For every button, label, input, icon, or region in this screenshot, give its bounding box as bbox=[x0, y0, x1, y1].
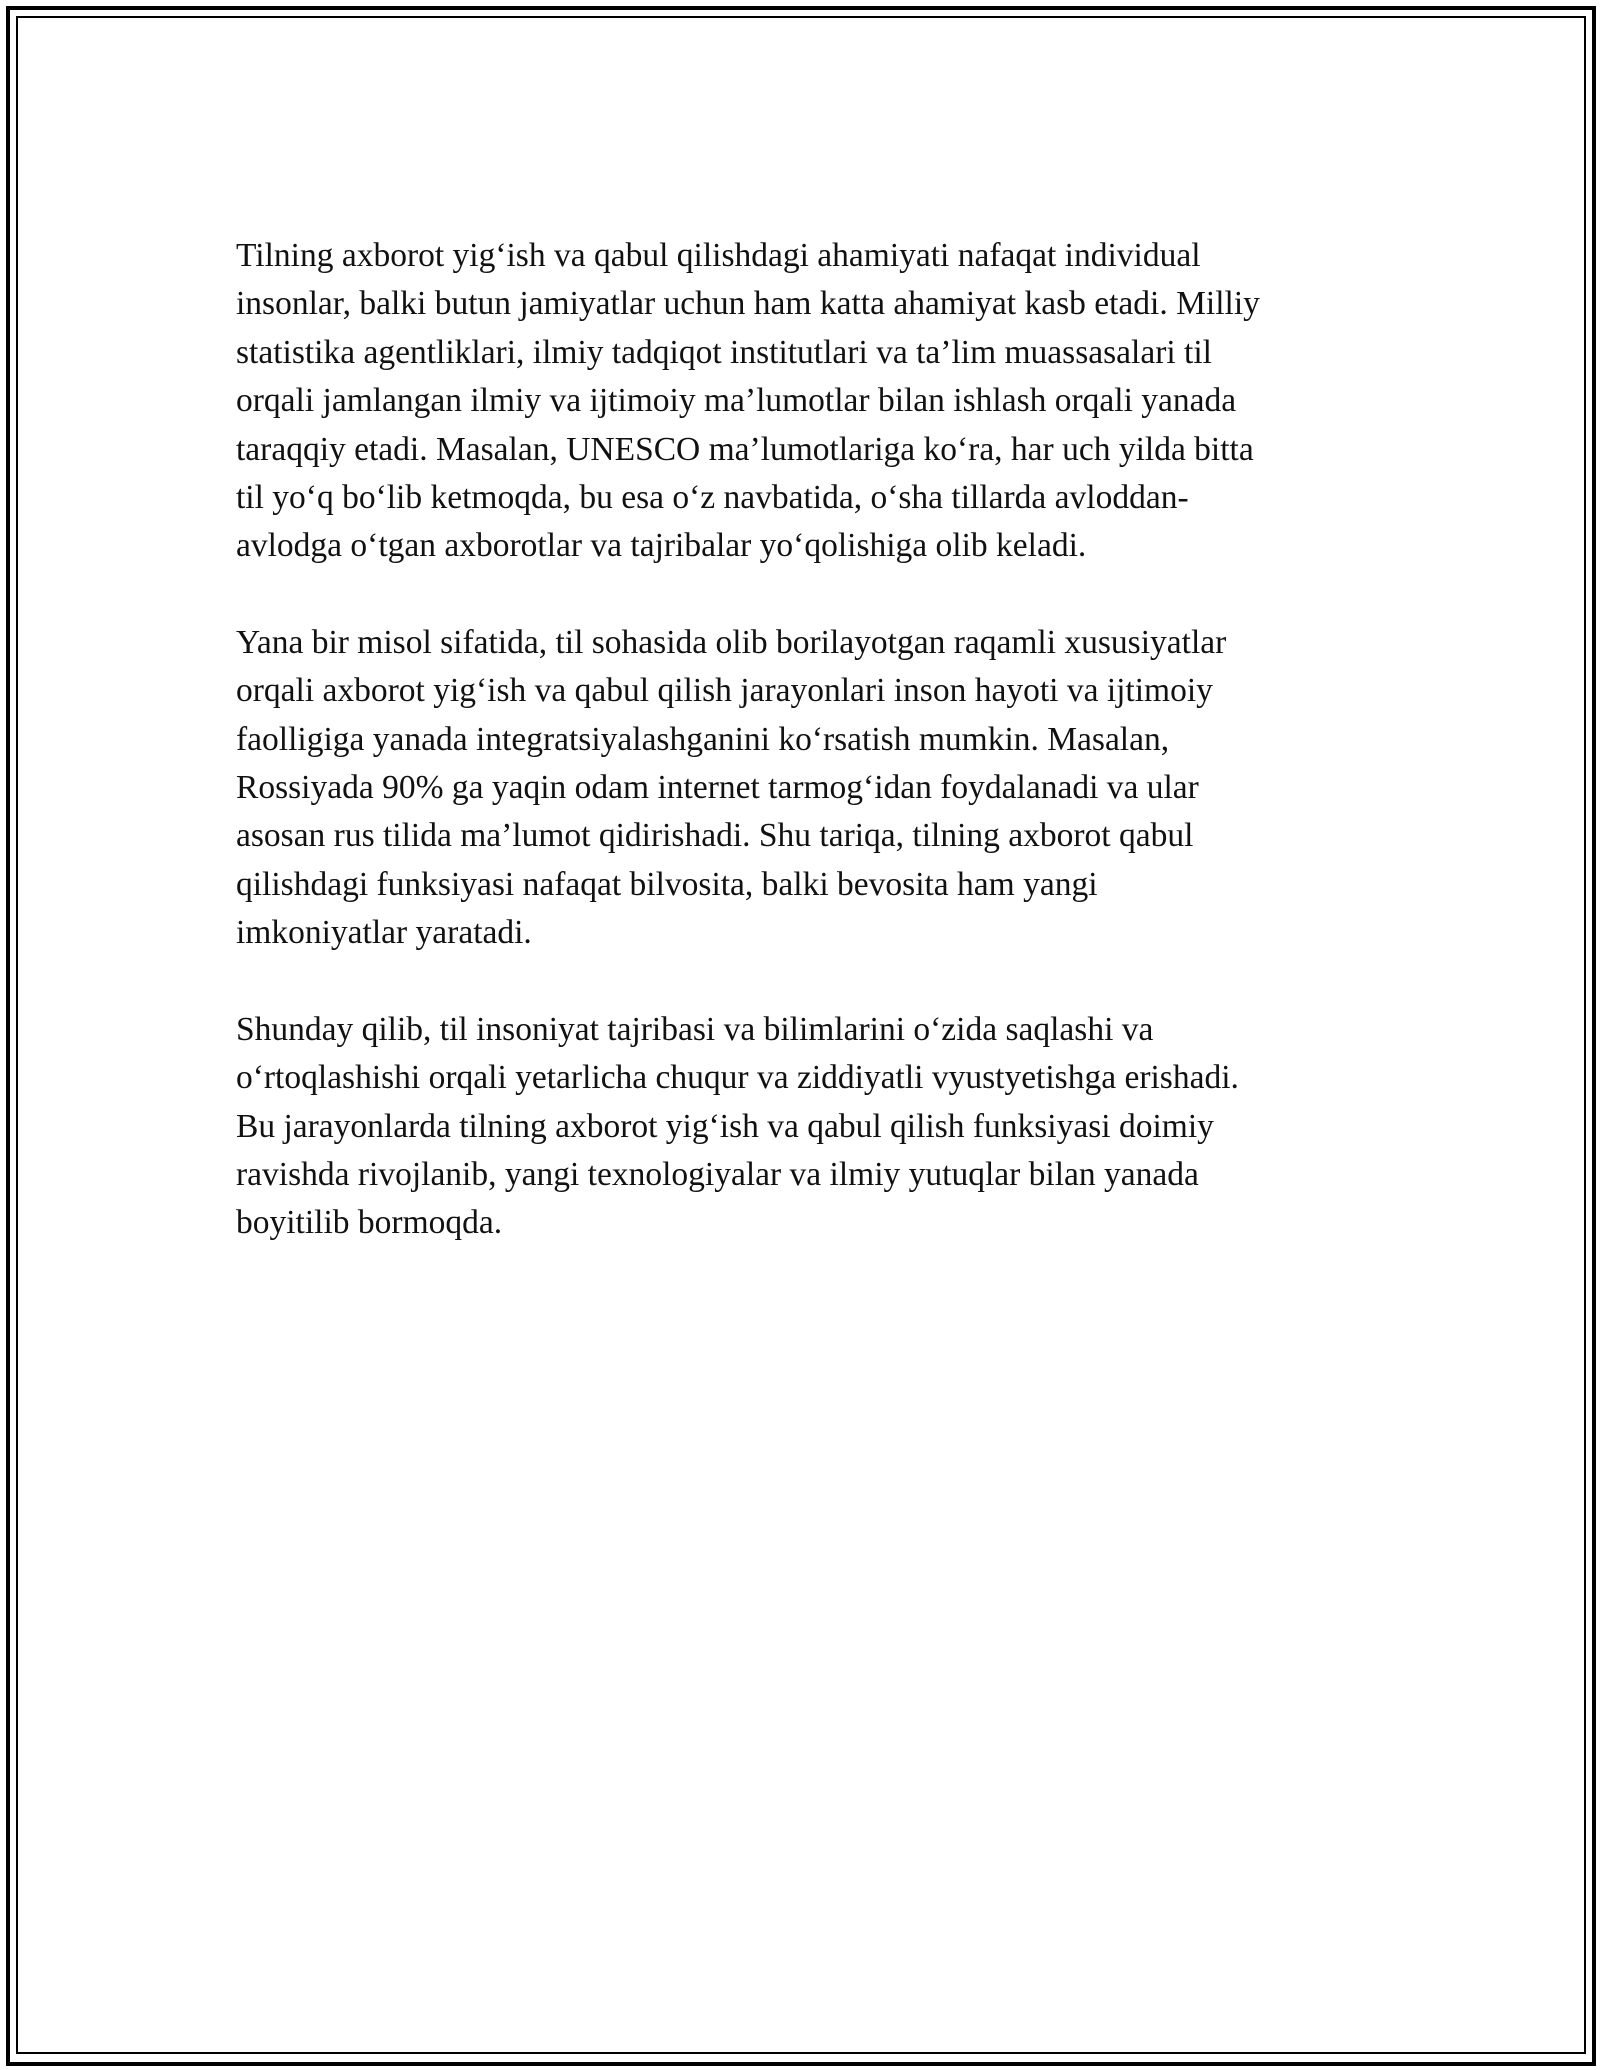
text-line: asosan rus tilida ma’lumot qidirishadi. Shu tariqa, tilning axborot qabul bbox=[236, 817, 1194, 855]
text-line: boyitilib bormoqda. bbox=[236, 1204, 503, 1242]
text-line: qilishdagi funksiyasi nafaqat bilvosita, balki bevosita ham yangi bbox=[236, 865, 1098, 903]
document-body bbox=[236, 232, 1364, 1296]
text-line: Bu jarayonlarda tilning axborot yig‘ish va qabul qilish funksiyasi doimiy bbox=[236, 1107, 1214, 1145]
text-line: insonlar, balki butun jamiyatlar uchun ham katta ahamiyat kasb etadi. Milliy bbox=[236, 285, 1260, 323]
text-line: ravishda rivojlanib, yangi texnologiyalar va ilmiy yutuqlar bilan yanada bbox=[236, 1155, 1199, 1193]
text-line: Yana bir misol sifatida, til sohasida olib borilayotgan raqamli xususiyatlar bbox=[236, 623, 1227, 661]
paragraph-1 bbox=[236, 232, 1364, 571]
text-line: imkoniyatlar yaratadi. bbox=[236, 914, 532, 952]
text-line: Shunday qilib, til insoniyat tajribasi va bilimlarini o‘zida saqlashi va bbox=[236, 1010, 1154, 1048]
paragraph-2 bbox=[236, 619, 1364, 958]
text-line: orqali jamlangan ilmiy va ijtimoiy ma’lumotlar bilan ishlash orqali yanada bbox=[236, 382, 1237, 420]
paragraph-3 bbox=[236, 1006, 1364, 1248]
text-line: til yo‘q bo‘lib ketmoqda, bu esa o‘z navbatida, o‘sha tillarda avloddan- bbox=[236, 479, 1189, 517]
text-line: avlodga o‘tgan axborotlar va tajribalar yo‘qolishiga olib keladi. bbox=[236, 527, 1087, 565]
text-line: o‘rtoqlashishi orqali yetarlicha chuqur va ziddiyatli vyustyetishga erishadi. bbox=[236, 1059, 1239, 1097]
text-line: Rossiyada 90% ga yaqin odam internet tarmog‘idan foydalanadi va ular bbox=[236, 769, 1199, 807]
text-line: orqali axborot yig‘ish va qabul qilish jarayonlari inson hayoti va ijtimoiy bbox=[236, 672, 1213, 710]
text-line: statistika agentliklari, ilmiy tadqiqot institutlari va ta’lim muassasalari til bbox=[236, 333, 1212, 371]
text-line: taraqqiy etadi. Masalan, UNESCO ma’lumotlariga ko‘ra, har uch yilda bitta bbox=[236, 430, 1254, 468]
text-line: faolligiga yanada integratsiyalashganini ko‘rsatish mumkin. Masalan, bbox=[236, 720, 1170, 758]
text-line: Tilning axborot yig‘ish va qabul qilishdagi ahamiyati nafaqat individual bbox=[236, 237, 1201, 274]
